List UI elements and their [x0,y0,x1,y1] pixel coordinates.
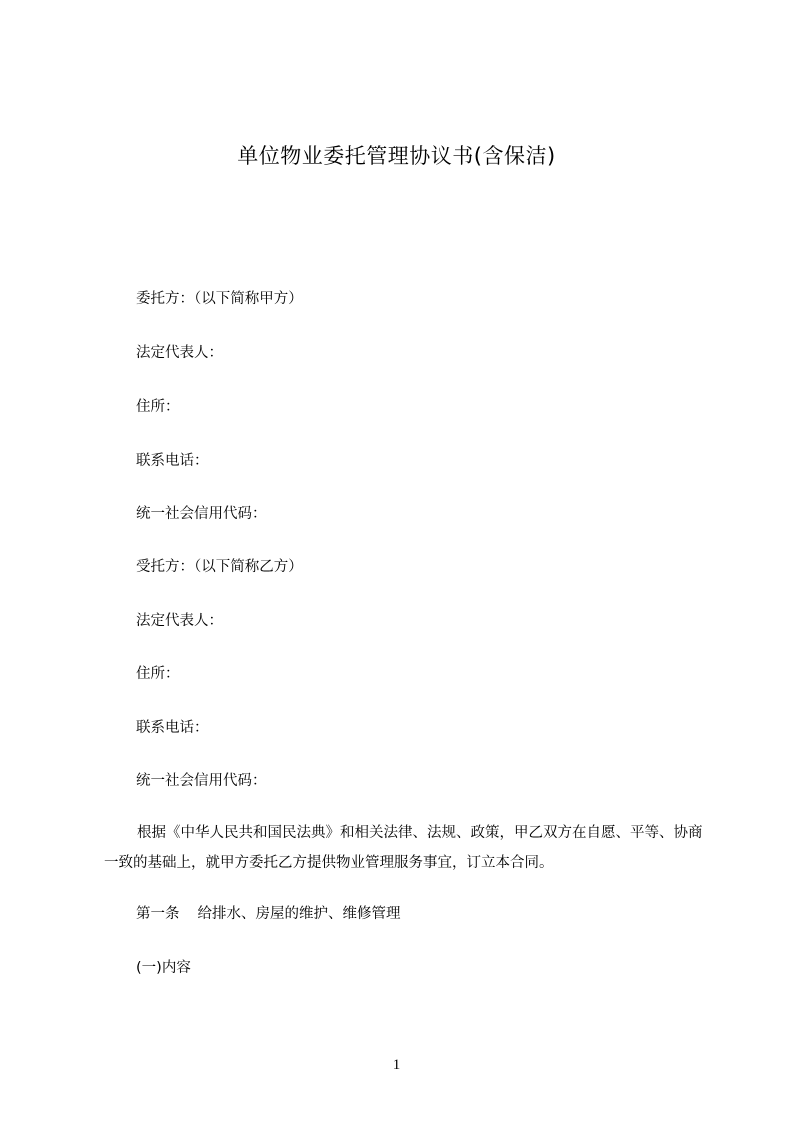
party-b-trustee: 受托方：（以下简称乙方） [136,559,303,575]
article-1-number: 第一条 [136,906,180,922]
party-a-credit-code: 统一社会信用代码： [136,506,267,522]
article-1-heading [136,903,401,925]
party-b-phone: 联系电话： [136,720,209,736]
article-1-title: 给排水、房屋的维护、维修管理 [197,906,401,922]
party-b-credit-code: 统一社会信用代码： [136,773,267,789]
document-title: 单位物业委托管理协议书(含保洁) [237,144,556,168]
party-a-legal-rep: 法定代表人： [136,345,223,361]
party-a-address: 住所： [136,399,180,415]
section-1-heading: (一)内容 [136,960,191,976]
party-a-phone: 联系电话： [136,453,209,469]
party-b-legal-rep: 法定代表人： [136,613,223,629]
preamble-paragraph: 根据《中华人民共和国民法典》和相关法律、法规、政策，甲乙双方在自愿、平等、协商一致的基础上，就甲方委托乙方提供物业管理服务事宜，订立本合同。 [104,825,703,871]
party-b-address: 住所： [136,666,180,682]
party-a-principal: 委托方：（以下简称甲方） [136,291,303,307]
page-number: 1 [392,1057,401,1073]
